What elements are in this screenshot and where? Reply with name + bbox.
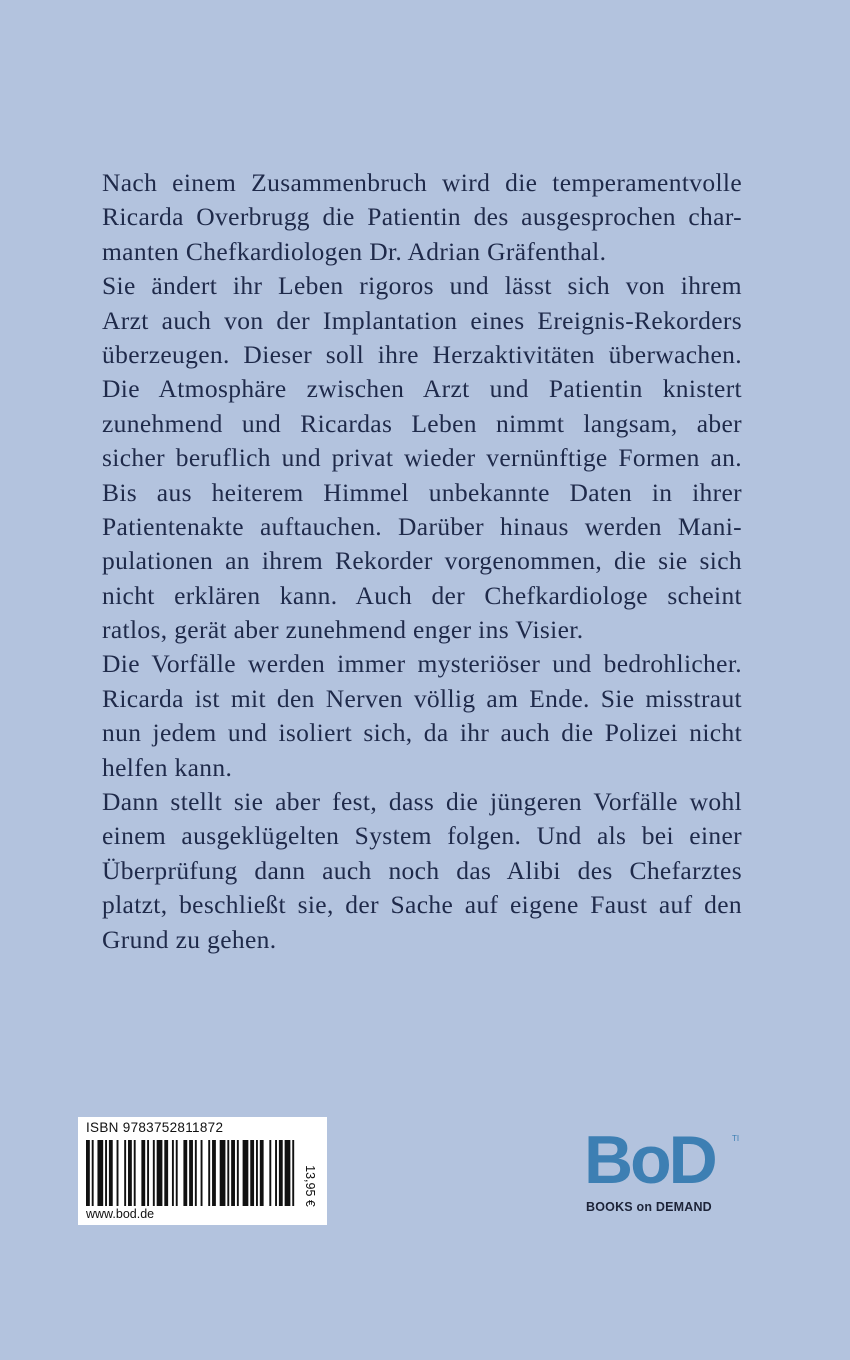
blurb-line: ratlos, gerät aber zunehmend enger ins Visier. [102, 615, 584, 645]
barcode-bar [275, 1140, 277, 1206]
barcode-bar [117, 1140, 119, 1206]
barcode-bar [134, 1140, 136, 1206]
barcode-bar [201, 1140, 203, 1206]
blurb-line: helfen kann. [102, 752, 233, 782]
bod-logo [584, 1122, 744, 1222]
barcode-bar [195, 1140, 197, 1206]
barcode-bar [237, 1140, 239, 1206]
barcode-bar [220, 1140, 226, 1206]
blurb-line: Nach einem Zusammenbruch wird die temperamentvolle [102, 168, 742, 197]
barcode-bar [256, 1140, 258, 1206]
barcode-bar [279, 1140, 283, 1206]
blurb-line: Die Atmosphäre zwischen Arzt und Patientin knistert [102, 374, 742, 404]
blurb-line: einem ausgeklügelten System folgen. Und als bei einer [102, 821, 742, 851]
barcode-bar [157, 1140, 163, 1206]
barcode-bar [269, 1140, 271, 1206]
blurb-line: pulationen an ihrem Rekorder vorgenommen, die sie sich [102, 546, 742, 576]
barcode-bar [250, 1140, 254, 1206]
barcode-bar [164, 1140, 168, 1206]
barcode-bar [176, 1140, 178, 1206]
blurb-line: Die Vorfälle werden immer mysteriöser und bedrohlicher. [102, 649, 742, 679]
price-label: 13,95 € [303, 1165, 317, 1207]
barcode-bar [243, 1140, 249, 1206]
isbn-barcode-box [78, 1117, 327, 1225]
barcode-bar [109, 1140, 113, 1206]
blurb-line: sicher beruflich und privat wieder vernünftige Formen an. [102, 443, 742, 473]
barcode-bar [227, 1140, 229, 1206]
barcode-bar [183, 1140, 187, 1206]
blurb-line: nicht erklären kann. Auch der Chefkardiologe scheint [102, 580, 742, 610]
blurb-line: überzeugen. Dieser soll ihre Herzaktivitäten überwachen. [102, 339, 742, 369]
blurb-line: Bis aus heiterem Himmel unbekannte Daten in ihrer [102, 477, 742, 507]
barcode-bar [292, 1140, 294, 1206]
barcode-bar [208, 1140, 210, 1206]
publisher-url: www.bod.de [86, 1207, 155, 1221]
blurb-line: Überprüfung dann auch noch das Alibi des Chefarztes [102, 855, 742, 885]
back-cover-blurb [102, 166, 742, 957]
barcode-bar [212, 1140, 216, 1206]
barcode-bar [260, 1140, 264, 1206]
blurb-line: zunehmend und Ricardas Leben nimmt langsam, aber [102, 408, 742, 438]
barcode-bar [128, 1140, 132, 1206]
barcode-bar [141, 1140, 145, 1206]
blurb-line: Ricarda Overbrugg die Patientin des ausgesprochen char- [102, 202, 742, 232]
barcode-bar [153, 1140, 155, 1206]
barcode-bar [105, 1140, 107, 1206]
blurb-line: Dann stellt sie aber fest, dass die jüngeren Vorfälle wohl [102, 787, 742, 817]
isbn-label: ISBN 9783752811872 [86, 1120, 224, 1135]
barcode-bar [231, 1140, 235, 1206]
blurb-line: Grund zu gehen. [102, 924, 277, 954]
barcode-bar [92, 1140, 94, 1206]
blurb-line: manten Chefkardiologen Dr. Adrian Gräfenthal. [102, 236, 607, 266]
blurb-line: Patientenakte auftauchen. Darüber hinaus werden Mani- [102, 511, 742, 541]
barcode-bars [86, 1140, 298, 1206]
blurb-line: Ricarda ist mit den Nerven völlig am Ende. Sie misstraut [102, 683, 742, 713]
barcode-bar [172, 1140, 174, 1206]
blurb-line: Arzt auch von der Implantation eines Ereignis-Rekorders [102, 305, 742, 335]
blurb-line: Sie ändert ihr Leben rigoros und lässt sich von ihrem [102, 271, 742, 301]
barcode-bar [147, 1140, 149, 1206]
barcode-bar [86, 1140, 90, 1206]
logo-trademark: TI [732, 1134, 740, 1143]
barcode-bar [97, 1140, 103, 1206]
barcode-bar [124, 1140, 126, 1206]
barcode-bar [285, 1140, 291, 1206]
barcode-bar [189, 1140, 193, 1206]
logo-subtitle: BOOKS on DEMAND [586, 1200, 712, 1214]
blurb-line: nun jedem und isoliert sich, da ihr auch die Polizei nicht [102, 718, 742, 748]
blurb-line: platzt, beschließt sie, der Sache auf eigene Faust auf den [102, 890, 742, 920]
logo-mark: BoD [584, 1122, 715, 1198]
